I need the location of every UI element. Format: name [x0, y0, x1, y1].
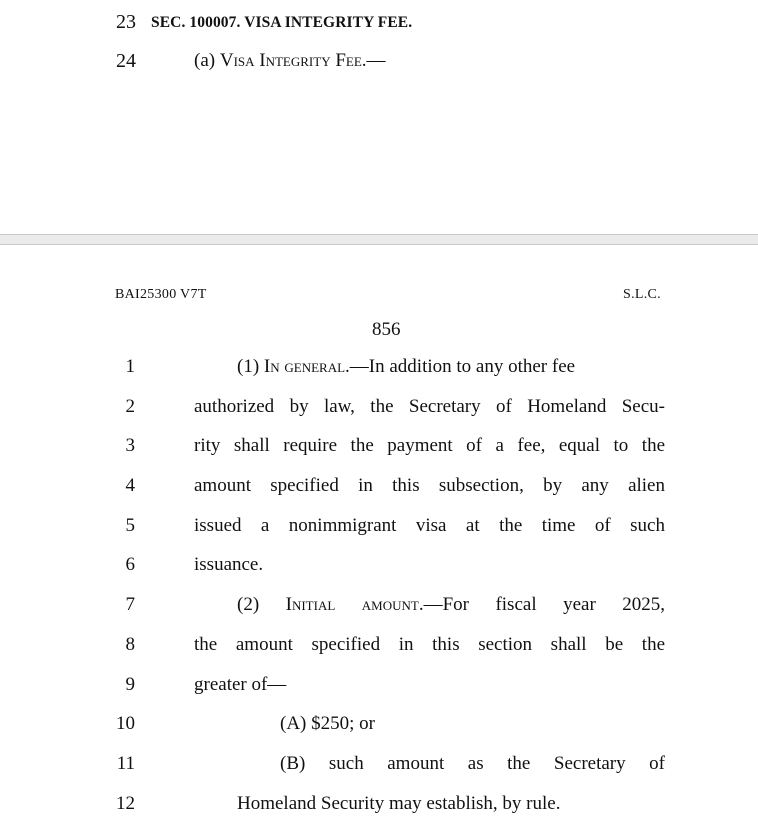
paragraph-text: the amount specified in this section shall be the: [194, 634, 665, 655]
paragraph-text: issuance.: [194, 554, 264, 575]
line-number: 8: [125, 634, 135, 655]
paragraph-text: amount specified in this subsection, by any alien: [194, 475, 665, 496]
line-number: 23: [116, 11, 136, 33]
paragraph-caption: Initial amount: [285, 594, 419, 615]
paragraph-text: authorized by law, the Secretary of Homeland Secu-: [194, 396, 665, 417]
paragraph-text: .—For fiscal year 2025,: [418, 594, 666, 615]
subsection-caption: Visa Integrity Fee: [219, 50, 362, 71]
item-a: (A) $250; or: [280, 713, 375, 734]
line-number: 12: [116, 793, 135, 814]
subsection-dash: .—: [361, 50, 386, 71]
page-break-divider: [0, 234, 758, 245]
paragraph-number: (2): [237, 594, 260, 615]
paragraph-caption: In general: [263, 356, 346, 377]
section-heading: [151, 14, 412, 32]
line-number: 9: [125, 674, 135, 695]
line-number: 24: [116, 50, 136, 72]
line-number: 6: [125, 554, 135, 575]
page-number: 856: [372, 319, 401, 340]
subsection-label: (a): [194, 50, 220, 71]
paragraph-text: .—In addition to any other fee: [345, 356, 576, 377]
line-number: 5: [125, 515, 135, 536]
line-number: 1: [125, 356, 135, 377]
document-id: BAI25300 V7T: [115, 287, 207, 302]
item-b: (B) such amount as the Secretary of: [280, 753, 665, 774]
paragraph-1-heading: [237, 356, 665, 378]
paragraph-text: issued a nonimmigrant visa at the time of such: [194, 515, 665, 536]
line-number: 4: [125, 475, 135, 496]
slc-marker: S.L.C.: [623, 287, 661, 302]
item-b-continuation: Homeland Security may establish, by rule.: [237, 793, 561, 814]
section-title: VISA INTEGRITY FEE.: [244, 14, 413, 31]
line-number: 10: [116, 713, 135, 734]
paragraph-text: greater of—: [194, 674, 287, 695]
line-number: 11: [116, 753, 135, 774]
paragraph-2-heading: [237, 594, 665, 616]
subsection-heading: [194, 50, 386, 72]
section-number: SEC. 100007.: [151, 14, 241, 31]
line-number: 3: [125, 435, 135, 456]
paragraph-text: rity shall require the payment of a fee, equal to the: [194, 435, 665, 456]
line-number: 2: [125, 396, 135, 417]
line-number: 7: [125, 594, 135, 615]
paragraph-number: (1): [237, 356, 260, 377]
